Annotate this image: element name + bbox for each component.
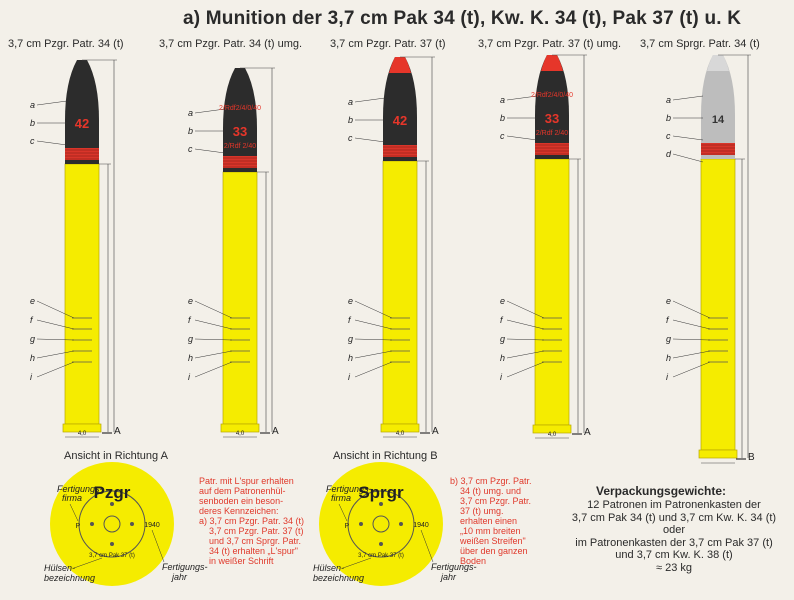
page-title: a) Munition der 3,7 cm Pak 34 (t), Kw. K. 34 (t), Pak 37 (t) u. K xyxy=(183,8,742,29)
marking-letter-b: b xyxy=(666,113,672,123)
projectile-tip xyxy=(541,55,563,71)
caption-round-4: 3,7 cm Pzgr. Patr. 37 (t) umg. xyxy=(478,38,622,50)
marking-letter-g: g xyxy=(348,334,354,344)
projectile-ogive xyxy=(65,60,99,120)
section-label: A xyxy=(584,427,591,438)
leader-line xyxy=(355,138,385,142)
view-a-year-label: Fertigungs- xyxy=(162,562,208,572)
marking-letter-i: i xyxy=(500,372,502,382)
marking-letter-h: h xyxy=(666,353,672,363)
projectile-base xyxy=(535,155,569,159)
marking-letter-e: e xyxy=(348,296,354,306)
leader-line xyxy=(37,101,67,105)
marking-letter-f: f xyxy=(500,315,503,325)
marking-letter-g: g xyxy=(188,334,194,344)
projectile-marking-number: 14 xyxy=(711,114,725,126)
marking-letter-e: e xyxy=(188,296,194,306)
view-a-case-text: 3,7 cm Pak 37 (t) xyxy=(89,553,135,559)
view-a-p-mark: P xyxy=(75,523,81,530)
marking-letter-i: i xyxy=(30,372,32,382)
base-width-label: 4,0 xyxy=(235,431,245,437)
marking-letter-c: c xyxy=(188,144,193,154)
leader-line xyxy=(507,136,537,140)
cartridge-case xyxy=(65,164,99,424)
projectile-marking-top: 2/Rdf2/4/0/40 xyxy=(218,105,262,112)
packing-weights-title: Verpackungsgewichte: xyxy=(596,484,727,498)
view-a-year-mark: 1940 xyxy=(144,522,160,529)
marking-letter-h: h xyxy=(500,353,506,363)
marking-letter-h: h xyxy=(188,353,194,363)
view-a-year-label: jahr xyxy=(172,572,188,582)
marking-letter-e: e xyxy=(666,296,672,306)
marking-letter-i: i xyxy=(188,372,190,382)
view-a-case-label: bezeichnung xyxy=(44,573,96,583)
projectile-marking-number: 42 xyxy=(74,116,90,131)
projectile-base xyxy=(65,160,99,164)
projectile-marking-number: 33 xyxy=(232,124,248,139)
cartridge-case xyxy=(535,159,569,425)
projectile-base xyxy=(701,155,735,159)
caption-round-3: 3,7 cm Pzgr. Patr. 37 (t) xyxy=(330,38,446,50)
marking-letter-g: g xyxy=(666,334,672,344)
projectile-tip xyxy=(389,57,411,73)
marking-letter-h: h xyxy=(30,353,36,363)
note-tracer-b: b) 3,7 cm Pzgr. Patr. 34 (t) umg. und 3,7 cm Pzgr. Patr. 37 (t) umg. erhalten einen „10 mm breiten weißen Streifen" über den ganzen Boden xyxy=(450,476,532,566)
base-width-label: 4,0 xyxy=(395,431,405,437)
projectile-marking-number: 33 xyxy=(544,111,560,126)
marking-letter-c: c xyxy=(500,131,505,141)
projectile-base xyxy=(383,157,417,161)
view-b-case-label: bezeichnung xyxy=(313,573,365,583)
base-stamp-dot xyxy=(90,522,94,526)
marking-letter-c: c xyxy=(666,131,671,141)
section-label: A xyxy=(272,426,279,437)
marking-letter-g: g xyxy=(500,334,506,344)
leader-line xyxy=(195,149,225,153)
marking-letter-a: a xyxy=(30,100,36,110)
view-a-firm-label: Fertigungs- xyxy=(57,484,103,494)
projectile-tip xyxy=(707,55,729,71)
cartridge-case xyxy=(701,159,735,450)
base-stamp-dot xyxy=(379,502,383,506)
marking-letter-c: c xyxy=(348,133,353,143)
marking-letter-a: a xyxy=(500,95,506,105)
leader-line xyxy=(673,96,703,100)
view-b-case-text: 3,7 cm Pak 37 (t) xyxy=(358,553,404,559)
view-b-case-label: Hülsen- xyxy=(313,563,345,573)
marking-letter-b: b xyxy=(188,126,194,136)
marking-letter-h: h xyxy=(348,353,354,363)
section-label: A xyxy=(114,426,121,437)
projectile-ogive xyxy=(223,68,257,128)
view-b-stamp-text: Sprgr xyxy=(358,483,404,502)
base-width-label: 4,0 xyxy=(77,431,87,437)
leader-line xyxy=(355,98,385,102)
projectile-marking-bottom: 2/Rdf 2/40 xyxy=(535,130,569,137)
view-a-title: Ansicht in Richtung A xyxy=(64,450,168,462)
marking-letter-i: i xyxy=(666,372,668,382)
marking-letter-d: d xyxy=(666,149,672,159)
base-stamp-dot xyxy=(359,522,363,526)
view-a-case-label: Hülsen- xyxy=(44,563,76,573)
base-stamp-dot xyxy=(130,522,134,526)
view-a-stamp-text: Pzgr xyxy=(93,483,131,502)
view-b-firm-label: firma xyxy=(331,493,351,503)
section-label: B xyxy=(748,452,755,463)
leader-line xyxy=(37,141,67,145)
marking-letter-b: b xyxy=(348,115,354,125)
marking-letter-f: f xyxy=(30,315,33,325)
marking-letter-i: i xyxy=(348,372,350,382)
marking-letter-c: c xyxy=(30,136,35,146)
marking-letter-b: b xyxy=(30,118,36,128)
view-a-firm-label: firma xyxy=(62,493,82,503)
base-stamp-dot xyxy=(379,542,383,546)
leader-line xyxy=(673,154,703,162)
projectile-base xyxy=(223,168,257,172)
marking-letter-a: a xyxy=(188,108,194,118)
marking-letter-f: f xyxy=(348,315,351,325)
base-stamp-dot xyxy=(110,502,114,506)
base-width-label: 4,0 xyxy=(547,432,557,438)
marking-letter-b: b xyxy=(500,113,506,123)
projectile-marking-bottom: 2/Rdf 2/40 xyxy=(223,143,257,150)
marking-letter-a: a xyxy=(666,95,672,105)
view-b-firm-label: Fertigungs- xyxy=(326,484,372,494)
note-tracer-a: Patr. mit L'spur erhalten auf dem Patronenhül- senboden ein beson- deres Kennzeichen: a) 3,7 cm Pzgr. Patr. 34 (t) 3,7 cm Pzgr. Patr. 37 (t) und 3,7 cm Sprgr. Patr. 34 (t) erhalten „L'spur" in weißer Schrift xyxy=(199,476,305,566)
marking-letter-e: e xyxy=(500,296,506,306)
marking-letter-f: f xyxy=(666,315,669,325)
view-b-year-label: Fertigungs- xyxy=(431,562,477,572)
view-b-title: Ansicht in Richtung B xyxy=(333,450,438,462)
base-stamp-dot xyxy=(399,522,403,526)
caption-round-1: 3,7 cm Pzgr. Patr. 34 (t) xyxy=(8,38,124,50)
section-label: A xyxy=(432,426,439,437)
view-b-year-mark: 1940 xyxy=(413,522,429,529)
case-rim xyxy=(699,450,737,458)
cartridge-case xyxy=(383,161,417,424)
marking-letter-f: f xyxy=(188,315,191,325)
caption-round-5: 3,7 cm Sprgr. Patr. 34 (t) xyxy=(640,38,760,50)
caption-round-2: 3,7 cm Pzgr. Patr. 34 (t) umg. xyxy=(159,38,303,50)
projectile-marking-top: 2/Rdf2/4/0/40 xyxy=(530,92,574,99)
cartridge-case xyxy=(223,172,257,424)
view-b-year-label: jahr xyxy=(441,572,457,582)
packing-weights-text: 12 Patronen im Patronenkasten der 3,7 cm Pak 34 (t) und 3,7 cm Kw. K. 34 (t) oder im Patronenkasten der 3,7 cm Pak 37 (t) und 3,7 cm Kw. K. 38 (t) ≈ 23 kg xyxy=(571,499,777,574)
view-b-p-mark: P xyxy=(344,523,350,530)
projectile-marking-number: 42 xyxy=(392,113,408,128)
leader-line xyxy=(673,136,703,140)
marking-letter-a: a xyxy=(348,97,354,107)
marking-letter-g: g xyxy=(30,334,36,344)
marking-letter-e: e xyxy=(30,296,36,306)
base-stamp-dot xyxy=(110,542,114,546)
